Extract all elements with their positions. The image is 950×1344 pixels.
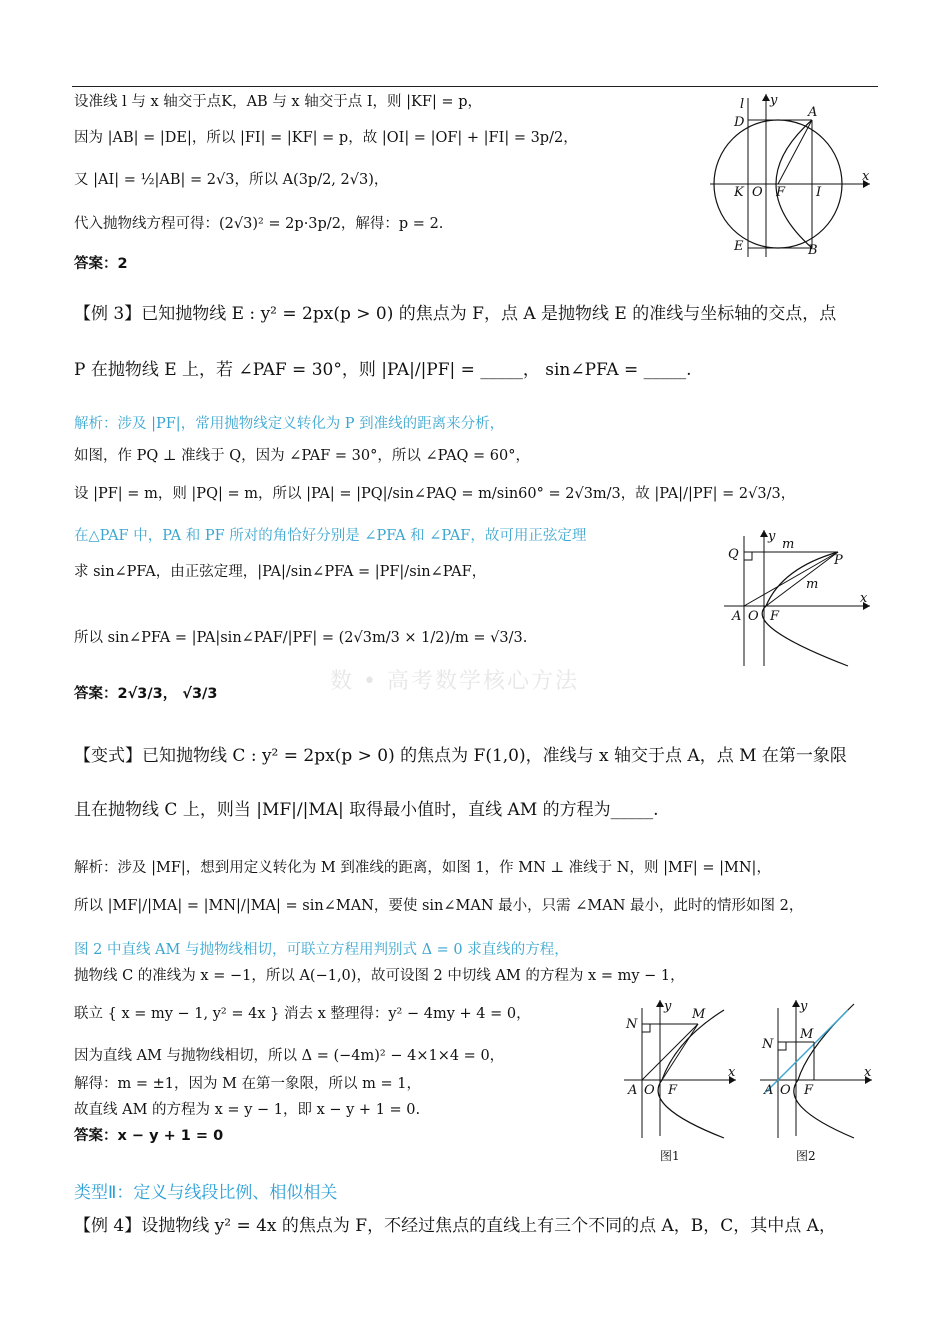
label: B: [808, 243, 818, 258]
label: O: [752, 185, 763, 200]
label: D: [734, 115, 745, 130]
text-line: 因为 |AB| = |DE|，所以 |FI| = |KF| = p，故 |OI| = |OF| + |FI| = 3p/2，: [74, 130, 578, 146]
text-line: 所以 sin∠PFA = |PA|sin∠PAF/|PF| = (2√3m/3 × 1/2)/m = √3/3.: [74, 630, 528, 646]
label: x: [864, 1065, 872, 1080]
label: x: [728, 1065, 736, 1080]
figure-pafq: [720, 528, 880, 670]
variant-line1: 【变式】已知抛物线 C : y² = 2px(p > 0) 的焦点为 F(1,0)，准线与 x 轴交于点 A，点 M 在第一象限: [74, 746, 847, 766]
text-line: 又 |AI| = ½|AB| = 2√3，所以 A(3p/2, 2√3)，: [74, 172, 389, 188]
answer-variant: 答案：x − y + 1 = 0: [74, 1128, 224, 1144]
analysis-text: 解析：涉及 |PF|，常用抛物线定义转化为 P 到准线的距离来分析，: [74, 416, 505, 432]
label: y: [664, 999, 672, 1014]
label: N: [626, 1017, 638, 1032]
text-line: 所以 |MF|/|MA| = |MN|/|MA| = sin∠MAN，要使 sin∠MAN 最小，只需 ∠MAN 最小，此时的情形如图 2，: [74, 898, 804, 914]
label: m: [806, 577, 819, 592]
label: x: [860, 591, 868, 606]
text-line: 因为直线 AM 与抛物线相切，所以 Δ = (−4m)² − 4×1×4 = 0，: [74, 1048, 505, 1064]
label: O: [780, 1083, 791, 1098]
label: F: [668, 1083, 678, 1098]
text-line: 联立 { x = my − 1, y² = 4x } 消去 x 整理得：y² − 4my + 4 = 0，: [74, 1006, 531, 1022]
label: y: [770, 93, 778, 108]
label: I: [816, 185, 822, 200]
text-line-highlight: 图 2 中直线 AM 与抛物线相切，可联立方程用判别式 Δ = 0 求直线的方程，: [74, 942, 569, 958]
example3-line2: P 在抛物线 E 上，若 ∠PAF = 30°，则 |PA|/|PF| = _____， sin∠PFA = _____.: [74, 360, 692, 380]
label: Q: [728, 547, 739, 562]
label: y: [800, 999, 808, 1014]
label: A: [732, 609, 742, 624]
label: E: [734, 239, 744, 254]
label: x: [862, 169, 870, 184]
label: M: [800, 1027, 814, 1042]
text-line: 求 sin∠PFA，由正弦定理，|PA|/sin∠PFA = |PF|/sin∠PAF，: [74, 564, 487, 580]
label: O: [748, 609, 759, 624]
answer-3: 答案：2√3/3， √3/3: [74, 686, 218, 702]
label: A: [628, 1083, 638, 1098]
text-line: 设准线 l 与 x 轴交于点K，AB 与 x 轴交于点 I，则 |KF| = p，: [74, 94, 482, 110]
label: y: [768, 529, 776, 544]
figure-1: [620, 998, 744, 1168]
text-line-highlight: 在△PAF 中，PA 和 PF 所对的角恰好分别是 ∠PFA 和 ∠PAF，故可用正弦定理: [74, 528, 587, 544]
label: l: [740, 97, 745, 112]
label: F: [776, 185, 786, 200]
example4-line: 【例 4】设抛物线 y² = 4x 的焦点为 F，不经过焦点的直线上有三个不同的点 A，B，C，其中点 A，: [74, 1216, 836, 1236]
text-line: 解得：m = ±1，因为 M 在第一象限，所以 m = 1，: [74, 1076, 422, 1092]
text-line: 代入抛物线方程可得：(2√3)² = 2p·3p/2，解得：p = 2.: [74, 216, 444, 232]
example3-line1: 【例 3】已知抛物线 E : y² = 2px(p > 0) 的焦点为 F，点 A 是抛物线 E 的准线与坐标轴的交点，点: [74, 304, 837, 324]
text-line: 抛物线 C 的准线为 x = −1，所以 A(−1,0)，故可设图 2 中切线 AM 的方程为 x = my − 1，: [74, 968, 685, 984]
label: A: [808, 105, 818, 120]
section-title: 类型Ⅱ：定义与线段比例、相似相关: [74, 1183, 338, 1203]
figure-2: [756, 998, 880, 1168]
label: P: [834, 553, 843, 568]
label: N: [762, 1037, 774, 1052]
analysis-line: [74, 414, 504, 434]
label: M: [692, 1007, 706, 1022]
label: F: [770, 609, 780, 624]
top-rule: [72, 86, 878, 87]
label: 图2: [796, 1149, 816, 1163]
label: A: [764, 1083, 774, 1098]
answer-1: 答案：2: [74, 256, 128, 272]
text-line: 故直线 AM 的方程为 x = y − 1，即 x − y + 1 = 0.: [74, 1102, 421, 1118]
label: K: [734, 185, 744, 200]
variant-line2: 且在抛物线 C 上，则当 |MF|/|MA| 取得最小值时，直线 AM 的方程为_____.: [74, 800, 659, 820]
watermark: 数 • 高考数学核心方法: [330, 669, 579, 694]
label: F: [804, 1083, 814, 1098]
analysis-line: [74, 858, 771, 878]
label: O: [644, 1083, 655, 1098]
text-line: 设 |PF| = m，则 |PQ| = m，所以 |PA| = |PQ|/sin∠PAQ = m/sin60° = 2√3m/3，故 |PA|/|PF| = 2√3/3，: [74, 486, 796, 502]
text-line: 如图，作 PQ ⊥ 准线于 Q，因为 ∠PAF = 30°，所以 ∠PAQ = 60°，: [74, 448, 530, 464]
analysis-text: 解析：涉及 |MF|，想到用定义转化为 M 到准线的距离，如图 1，作 MN ⊥ 准线于 N，则 |MF| = |MN|，: [74, 860, 771, 876]
label: 图1: [660, 1149, 680, 1163]
figure-circle-parabola: [700, 92, 880, 262]
label: m: [782, 537, 795, 552]
